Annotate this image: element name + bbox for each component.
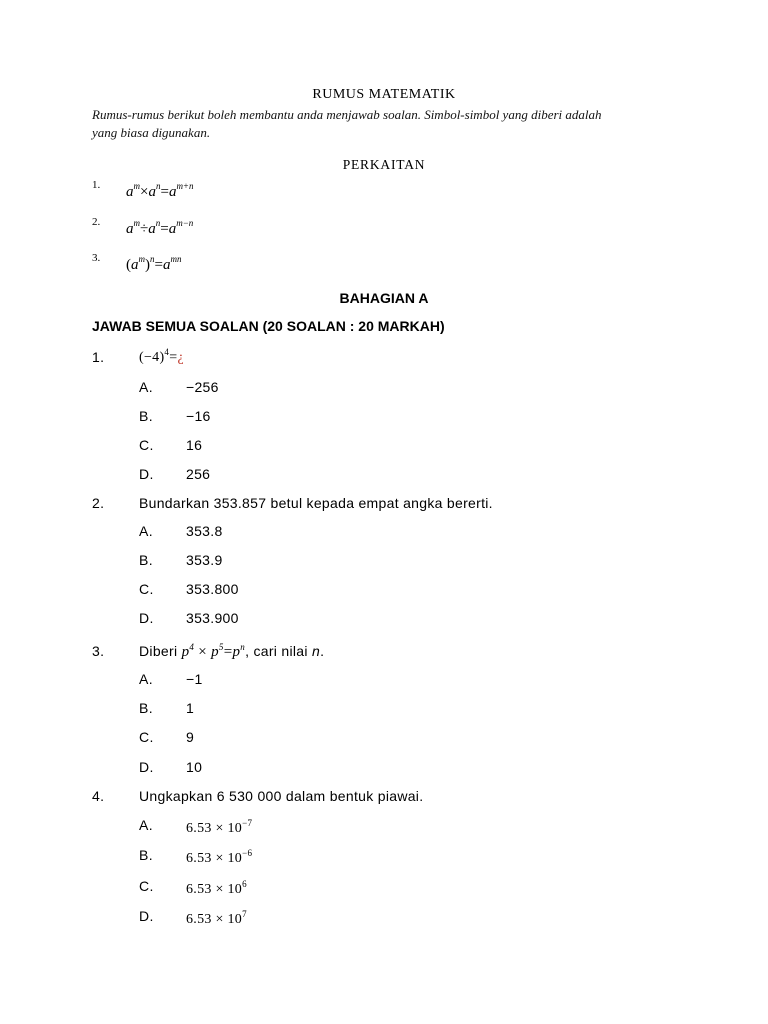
option-label: D. [139,759,154,775]
formula-power-rule: $(a^m)^n=a^{mn}$ [126,254,182,273]
question-number-1: 1. [92,349,105,365]
option-text: $6.53 \times 10^{-7}$ [186,818,253,836]
option-text: −1 [186,671,203,687]
formula-product-rule: $a^m\times a^n=a^{m+n}$ [126,181,194,200]
question-number-3: 3. [92,643,105,659]
option-label: B. [139,552,154,568]
option-label: B. [139,408,154,424]
formula-quotient-rule: $a^m\div a^n=a^{m-n}$ [126,218,194,237]
option-label: B. [139,847,154,863]
option-text: 353.9 [186,552,223,568]
option-text: 353.800 [186,581,239,597]
formula-number: 3. [92,252,101,264]
intro-line-1: Rumus-rumus berikut boleh membantu anda menjawab soalan. Simbol-simbol yang diberi adalah [92,107,602,122]
option-text: 256 [186,466,211,482]
option-text: 9 [186,729,195,745]
question-text-3: Diberi $p^4 \times p^5=p^n$, cari nilai n. [139,642,325,660]
question-text-1: $(-4)^4=¿$ [139,347,184,365]
question-number-4: 4. [92,788,105,804]
option-label: A. [139,671,154,687]
option-label: C. [139,437,154,453]
option-label: D. [139,908,154,924]
option-text: 10 [186,759,203,775]
option-text: $6.53 \times 10^6$ [186,879,247,897]
option-label: B. [139,700,154,716]
option-text: $6.53 \times 10^{-6}$ [186,848,253,866]
option-label: C. [139,878,154,894]
option-label: D. [139,466,154,482]
option-text: 353.900 [186,610,239,626]
perkaitan-heading: PERKAITAN [342,157,426,172]
page-title: RUMUS MATEMATIK [312,87,456,102]
option-label: A. [139,523,154,539]
option-text: −16 [186,408,211,424]
option-label: D. [139,610,154,626]
option-text: −256 [186,379,219,395]
option-text: 16 [186,437,203,453]
formula-number: 1. [92,179,101,191]
option-label: C. [139,729,154,745]
section-instruction: JAWAB SEMUA SOALAN (20 SOALAN : 20 MARKAH) [92,318,445,334]
option-text: $6.53 \times 10^7$ [186,909,247,927]
question-text-2: Bundarkan 353.857 betul kepada empat angka bererti. [139,495,493,511]
option-text: 353.8 [186,523,223,539]
intro-line-2: yang biasa digunakan. [92,125,211,140]
formula-number: 2. [92,216,101,228]
option-label: A. [139,379,154,395]
option-label: C. [139,581,154,597]
question-number-2: 2. [92,495,105,511]
option-label: A. [139,817,154,833]
section-heading: BAHAGIAN A [339,290,429,306]
option-text: 1 [186,700,195,716]
question-text-4: Ungkapkan 6 530 000 dalam bentuk piawai. [139,788,424,804]
